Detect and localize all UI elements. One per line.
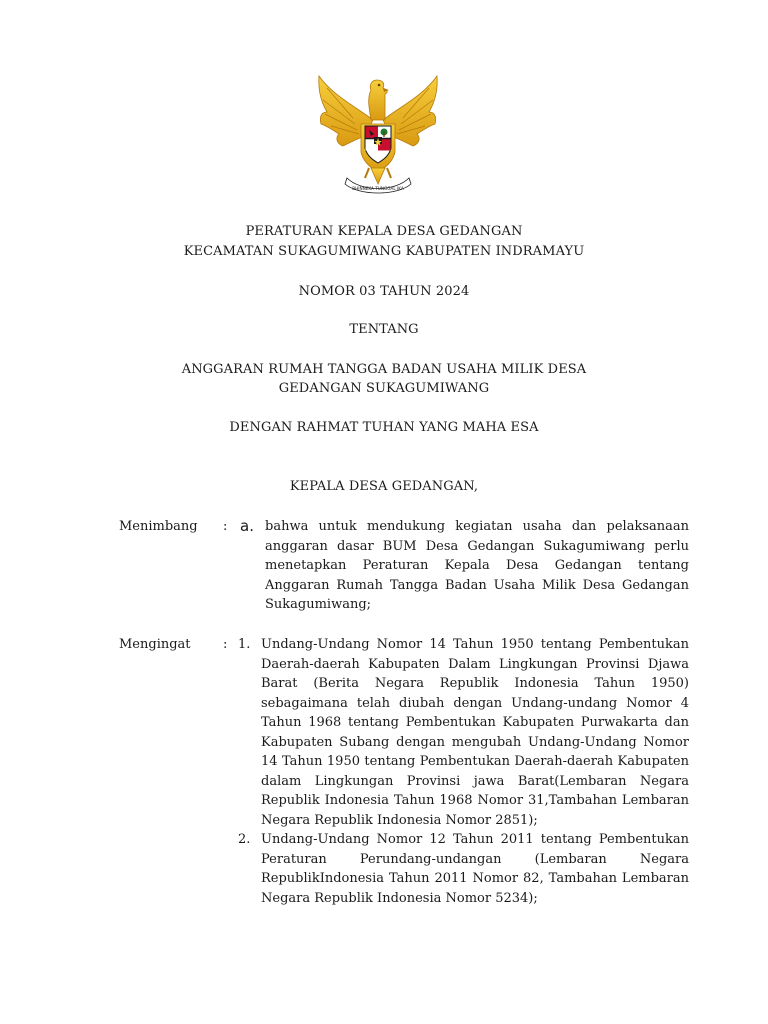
about-heading: TENTANG — [349, 322, 419, 337]
menimbang-label: Menimbang — [119, 519, 198, 534]
menimbang-item-text: bahwa untuk mendukung kegiatan usaha dan pelaksanaan anggaran dasar BUM Desa Gedangan Sukagumiwang perlu menetapkan Peraturan Kepala Desa Gedangan tentang Anggaran Rumah Tangga Badan Usaha Milik Desa Gedangan Sukagumiwang; — [265, 519, 689, 612]
mengingat-item-1-text: Undang-Undang Nomor 14 Tahun 1950 tentang Pembentukan Daerah-daerah Kabupaten Dalam Lingkungan Provinsi Djawa Barat (Berita Negara Republik Indonesia Tahun 1950) sebagaimana telah diubah dengan Undang-undang Nomor 4 Tahun 1968 tentang Pembentukan Kabupaten Purwakarta dan Kabupaten Subang dengan mengubah Undang-Undang Nomor 14 Tahun 1950 tentang Pembentukan Daerah-daerah Kabupaten dalam Lingkungan Provinsi jawa Barat(Lembaran Negara Republik Indonesia Tahun 1968 Nomor 31,Tambahan Lembaran Negara Republik Indonesia Nomor 2851); — [261, 637, 689, 828]
subject-line-1: ANGGARAN RUMAH TANGGA BADAN USAHA MILIK DESA — [181, 362, 587, 377]
grace-line: DENGAN RAHMAT TUHAN YANG MAHA ESA — [229, 420, 539, 435]
menimbang-colon: : — [223, 519, 228, 534]
mengingat-item-1-marker: 1. — [238, 637, 251, 652]
regulation-number: NOMOR 03 TAHUN 2024 — [298, 284, 470, 299]
garuda-emblem-icon — [313, 68, 443, 198]
subject-line-2: GEDANGAN SUKAGUMIWANG — [278, 381, 490, 396]
title-line-1: PERATURAN KEPALA DESA GEDANGAN — [245, 224, 523, 239]
mengingat-colon: : — [223, 637, 228, 652]
title-line-2: KECAMATAN SUKAGUMIWANG KABUPATEN INDRAMAYU — [183, 244, 585, 259]
mengingat-item-2-text: Undang-Undang Nomor 12 Tahun 2011 tentang Pembentukan Peraturan Perundang-undangan (Lembaran Negara RepublikIndonesia Tahun 2011 Nomor 82, Tambahan Lembaran Negara Republik Indonesia Nomor 5234); — [261, 832, 689, 906]
menimbang-item-marker: a. — [240, 517, 254, 535]
authority-line: KEPALA DESA GEDANGAN, — [289, 479, 479, 494]
mengingat-item-2-marker: 2. — [238, 832, 251, 847]
emblem-motto: BHINNEKA TUNGGAL IKA — [352, 186, 404, 191]
mengingat-label: Mengingat — [119, 637, 191, 652]
